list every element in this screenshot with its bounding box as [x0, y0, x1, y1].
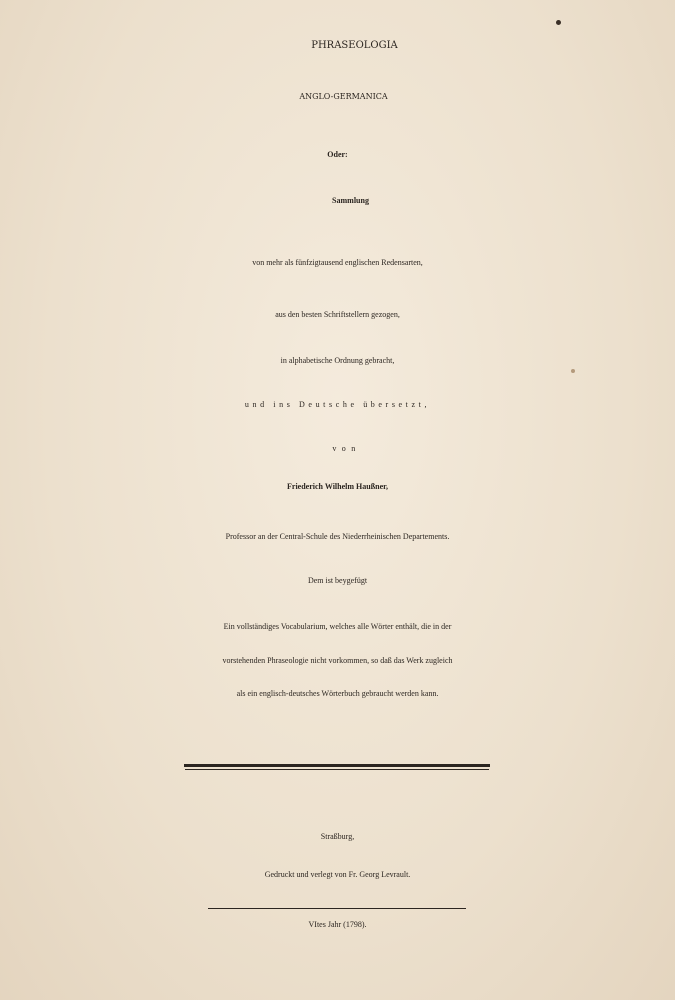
appendix-line-1: Ein vollständiges Vocabularium, welches alle Wörter enthält, die in der [223, 622, 452, 631]
description-line-4: und ins Deutsche übersetzt, [244, 400, 431, 409]
book-title: PHRASEOLOGIA [311, 40, 398, 51]
double-rule-divider [184, 764, 490, 767]
oder-heading: Oder: [327, 150, 348, 159]
imprint-city: Straßburg, [320, 832, 355, 841]
description-line-2: aus den besten Schriftstellern gezogen, [275, 310, 400, 319]
paper-spot [571, 369, 575, 373]
book-subtitle: ANGLO-GERMANICA [299, 92, 388, 101]
author-position: Professor an der Central-Schule des Niederrheinischen Departements. [225, 532, 450, 541]
appendix-intro: Dem ist beygefügt [307, 576, 368, 585]
von-line: von [332, 444, 361, 453]
ink-speck [556, 20, 561, 25]
author-name: Friederich Wilhelm Haußner, [287, 482, 388, 491]
imprint-printer: Gedruckt und verlegt von Fr. Georg Levrault. [264, 870, 411, 879]
imprint-year: VItes Jahr (1798). [308, 920, 367, 929]
appendix-line-3: als ein englisch-deutsches Wörterbuch gebraucht werden kann. [236, 689, 439, 698]
sammlung-heading: Sammlung [332, 196, 369, 205]
appendix-line-2: vorstehenden Phraseologie nicht vorkommen, so daß das Werk zugleich [222, 656, 453, 665]
description-line-3: in alphabetische Ordnung gebracht, [280, 356, 395, 365]
description-line-1: von mehr als fünfzigtausend englischen Redensarten, [252, 258, 423, 267]
thin-rule-divider [208, 908, 466, 909]
